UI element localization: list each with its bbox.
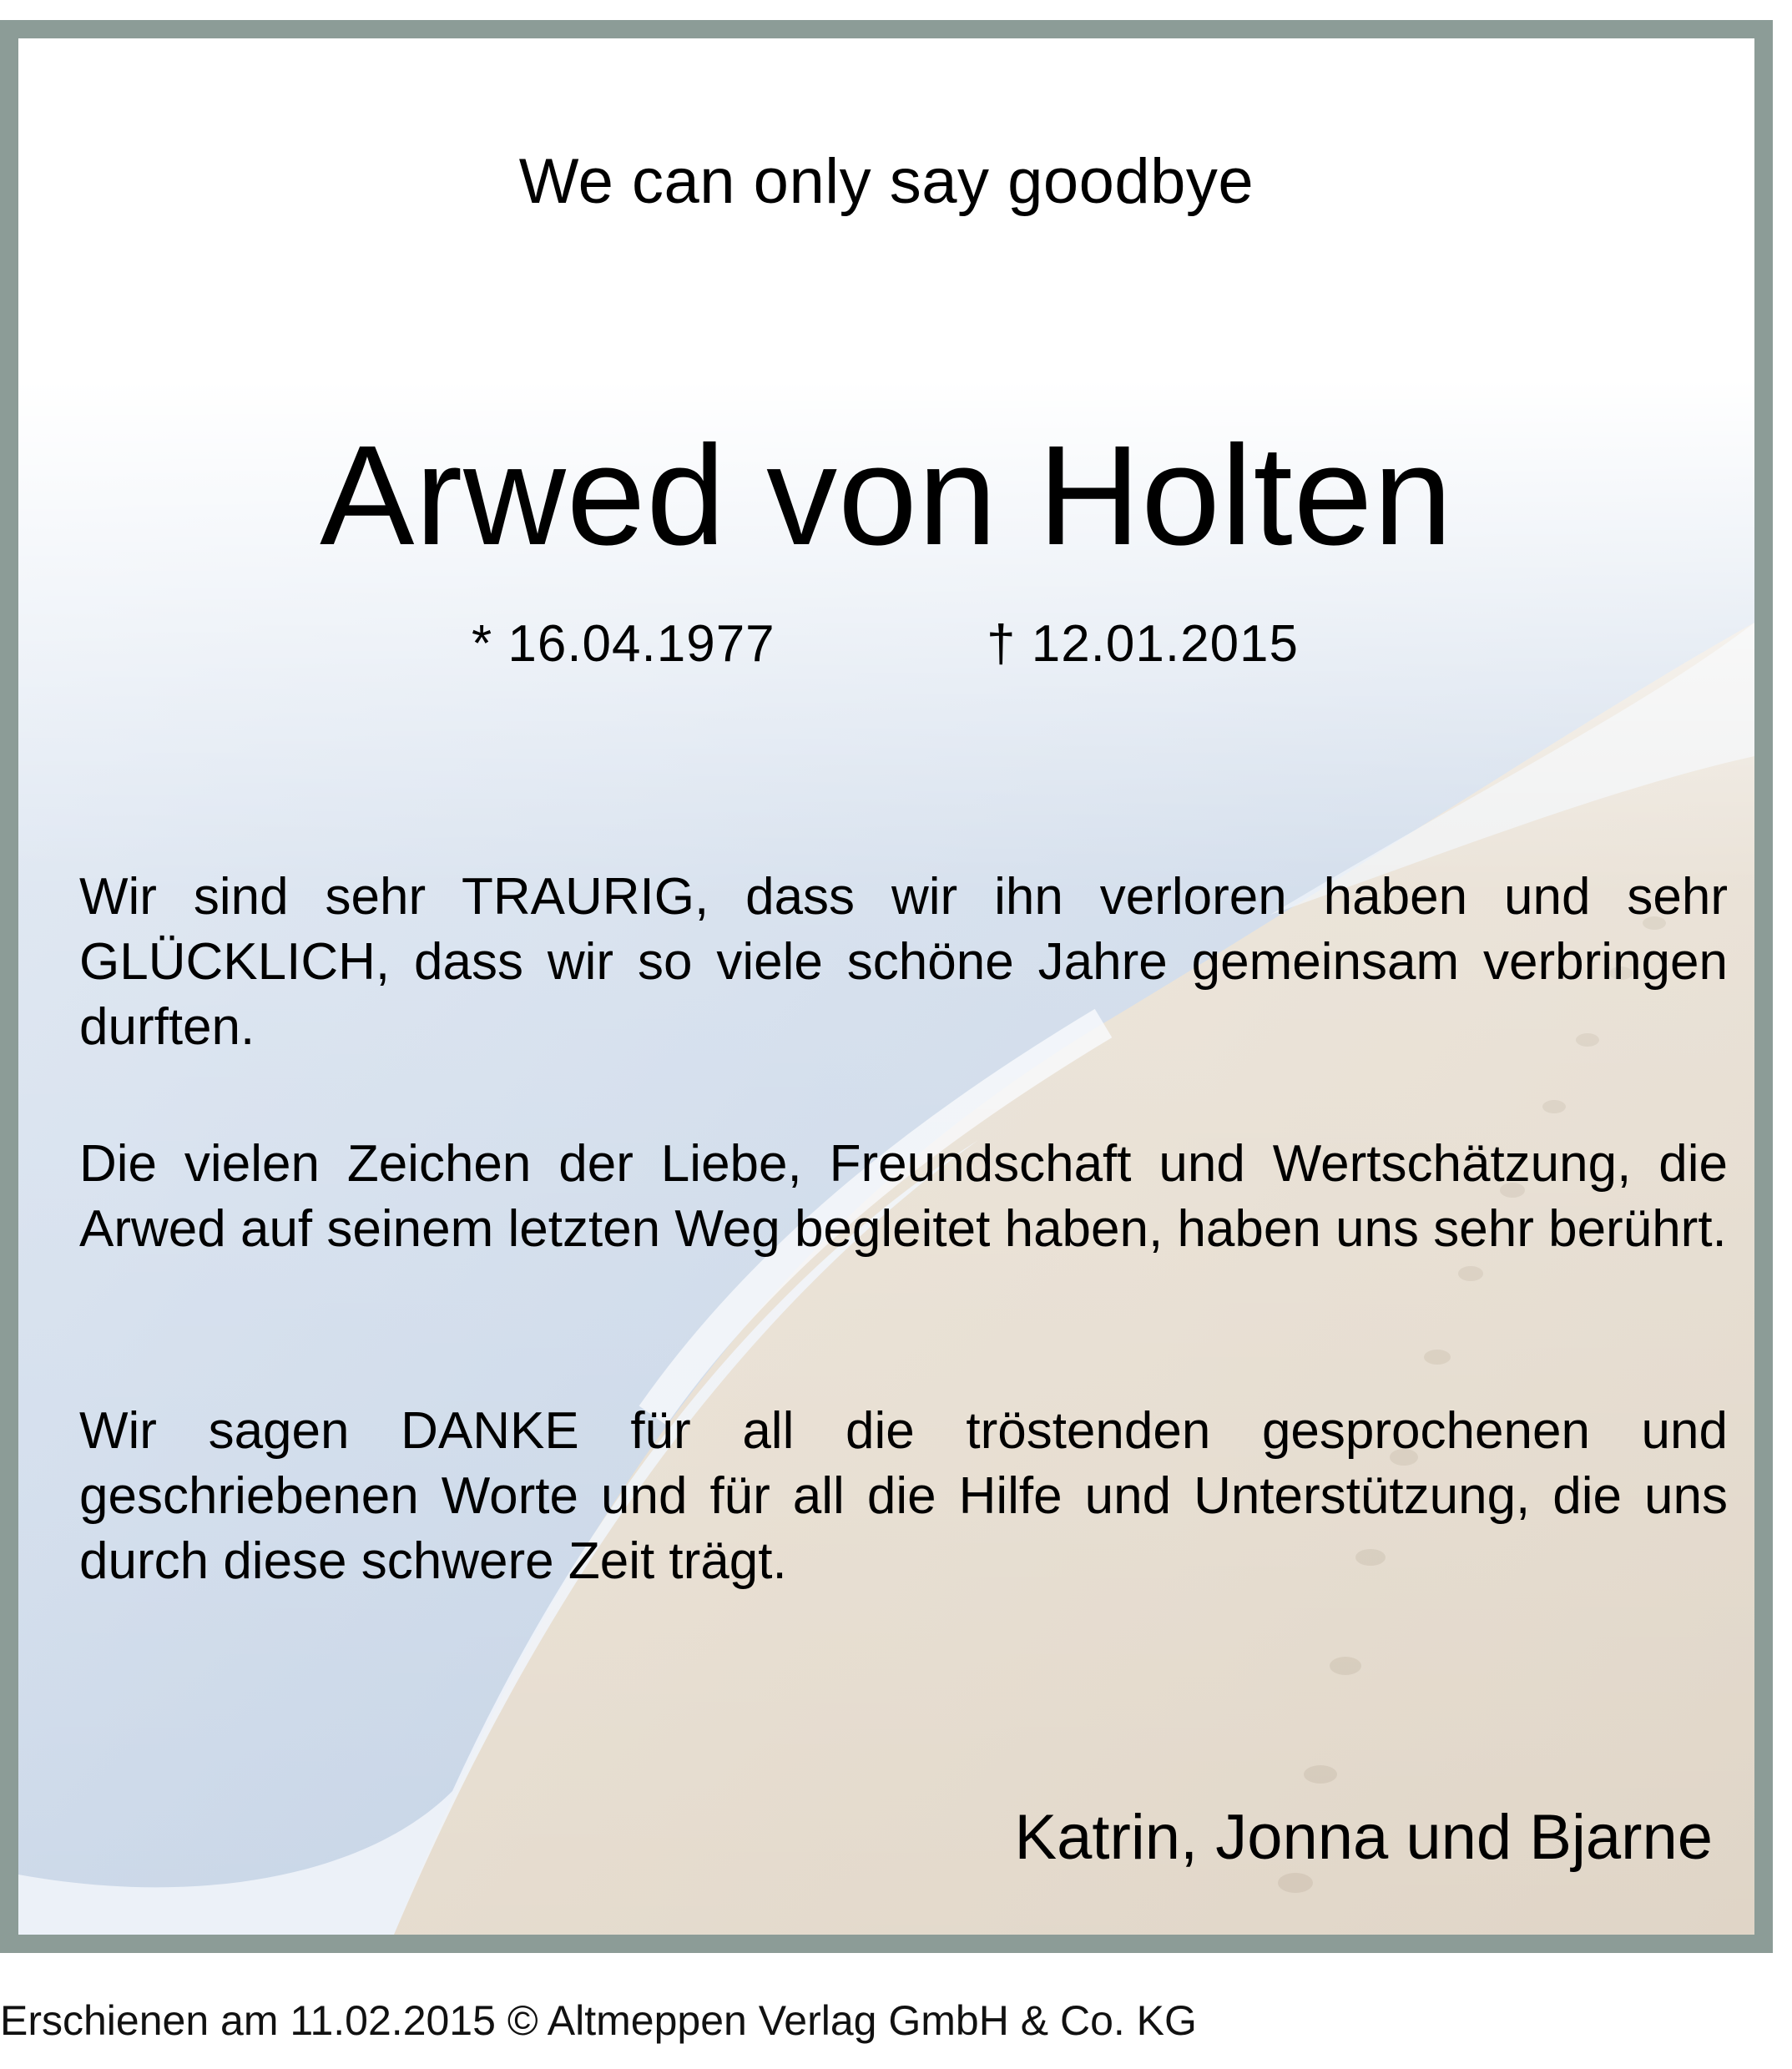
notice-frame	[0, 20, 1773, 1953]
headline: We can only say goodbye	[518, 146, 1254, 217]
birth-date: * 16.04.1977	[472, 615, 775, 673]
paragraph-sadness: Wir sind sehr TRAURIG, dass wir ihn verloren haben und sehr GLÜCKLICH, dass wir so viele schöne Jahre gemeinsam verbringen durften.	[79, 868, 1728, 1056]
paragraph-signs-of-love: Die vielen Zeichen der Liebe, Freundschaft und Wertschätzung, die Arwed auf seinem letzten Weg begleitet haben, haben uns sehr berührt.	[79, 1135, 1728, 1258]
death-date: † 12.01.2015	[987, 615, 1300, 673]
paragraph-thanks: Wir sagen DANKE für all die tröstenden gesprochenen und geschriebenen Worte und für all die Hilfe und Unterstützung, die uns durch diese schwere Zeit trägt.	[79, 1402, 1728, 1590]
deceased-name: Arwed von Holten	[320, 416, 1453, 575]
signature: Katrin, Jonna und Bjarne	[1014, 1802, 1713, 1873]
publication-footer: Erschienen am 11.02.2015 © Altmeppen Verlag GmbH & Co. KG	[0, 1997, 1197, 2044]
